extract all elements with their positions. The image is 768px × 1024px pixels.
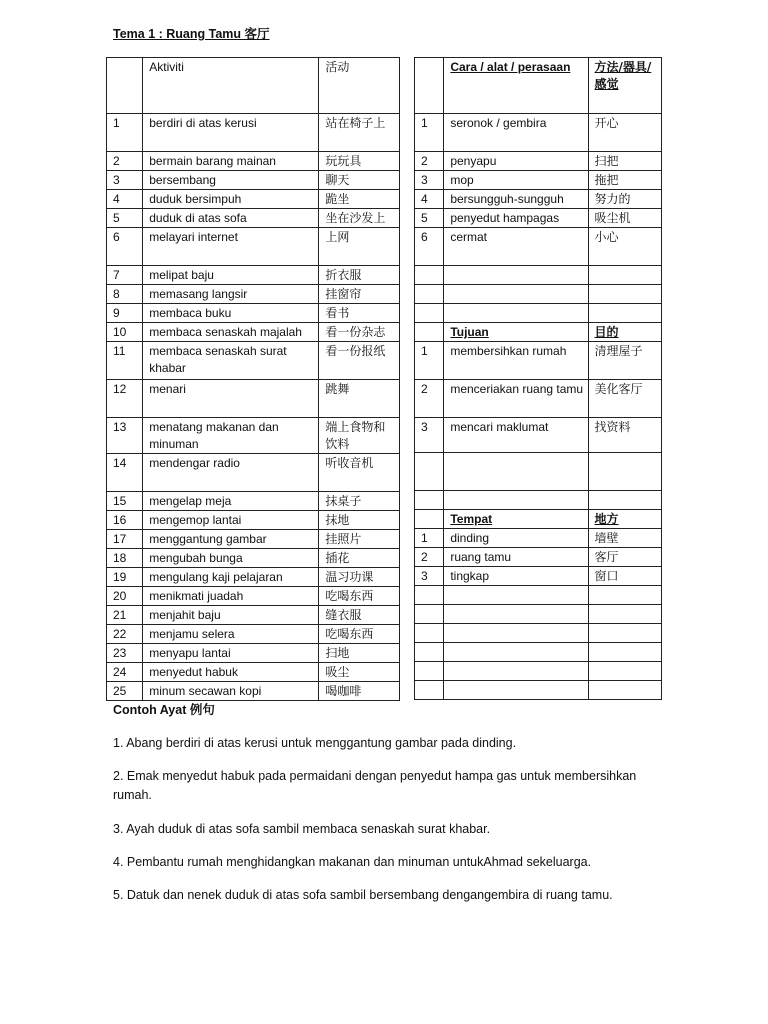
activities-table — [106, 57, 400, 701]
chinese-term-cell: 站在椅子上 — [319, 114, 400, 152]
table-row — [415, 304, 662, 323]
chinese-term-cell: 聊天 — [319, 171, 400, 190]
example-sentence-2: 2. Emak menyedut habuk pada permaidani dengan penyedut hampa gas untuk membersihkan rumah. — [113, 769, 637, 802]
row-number-cell — [415, 643, 444, 662]
chinese-term-cell: 努力的 — [588, 190, 661, 209]
malay-term-cell: membaca buku — [143, 304, 319, 323]
table-header-row — [107, 58, 400, 114]
malay-term-cell: Tempat — [444, 510, 588, 529]
chinese-term-cell: 客厅 — [588, 548, 661, 567]
row-number-cell: 2 — [415, 548, 444, 567]
table-row — [107, 682, 400, 701]
table-row — [415, 114, 662, 152]
chinese-term-cell: 听收音机 — [319, 454, 400, 492]
row-number-cell — [415, 510, 444, 529]
malay-term-cell: mencari maklumat — [444, 418, 588, 453]
table-row — [107, 342, 400, 380]
table-row — [415, 605, 662, 624]
malay-term-cell: berdiri di atas kerusi — [143, 114, 319, 152]
malay-term-cell: mengelap meja — [143, 492, 319, 511]
table-row — [415, 548, 662, 567]
row-number-cell: 2 — [107, 152, 143, 171]
row-number-cell: 13 — [107, 418, 143, 454]
table-row — [107, 304, 400, 323]
row-number-cell: 22 — [107, 625, 143, 644]
malay-term-cell: mengubah bunga — [143, 549, 319, 568]
row-number-cell — [415, 304, 444, 323]
malay-term-cell: mop — [444, 171, 588, 190]
malay-term-cell: mendengar radio — [143, 454, 319, 492]
chinese-term-cell — [588, 285, 661, 304]
malay-term-cell — [444, 491, 588, 510]
row-number-cell: 2 — [415, 152, 444, 171]
row-number-cell: 19 — [107, 568, 143, 587]
chinese-term-cell: 扫把 — [588, 152, 661, 171]
table-row — [415, 529, 662, 548]
row-number-cell: 7 — [107, 266, 143, 285]
chinese-term-cell: 找资料 — [588, 418, 661, 453]
malay-term-cell: penyapu — [444, 152, 588, 171]
table-row — [415, 510, 662, 529]
row-number-cell: 12 — [107, 380, 143, 418]
table-row — [415, 152, 662, 171]
row-number-cell — [415, 624, 444, 643]
table-row — [415, 567, 662, 586]
table-row — [107, 492, 400, 511]
malay-term-cell: menggantung gambar — [143, 530, 319, 549]
malay-term-cell: menjahit baju — [143, 606, 319, 625]
malay-term-cell: bersembang — [143, 171, 319, 190]
table-row — [107, 152, 400, 171]
chinese-term-cell: 看一份报纸 — [319, 342, 400, 380]
chinese-term-cell: 吸尘 — [319, 663, 400, 682]
table-row — [415, 418, 662, 453]
chinese-term-cell — [588, 624, 661, 643]
table-row — [415, 342, 662, 380]
table-row — [107, 171, 400, 190]
chinese-term-cell — [588, 662, 661, 681]
chinese-term-cell: 坐在沙发上 — [319, 209, 400, 228]
row-number-cell — [415, 586, 444, 605]
malay-term-cell — [444, 624, 588, 643]
malay-term-cell: menyedut habuk — [143, 663, 319, 682]
chinese-term-cell — [588, 491, 661, 510]
chinese-term-cell: 玩玩具 — [319, 152, 400, 171]
row-number-cell: 23 — [107, 644, 143, 663]
example-sentence-5: 5. Datuk dan nenek duduk di atas sofa sambil bersembang dengangembira di ruang tamu. — [113, 888, 613, 902]
chinese-term-cell: 吃喝东西 — [319, 587, 400, 606]
malay-term-cell: membersihkan rumah — [444, 342, 588, 380]
row-number-cell — [415, 323, 444, 342]
table-row — [107, 209, 400, 228]
malay-term-cell: menikmati juadah — [143, 587, 319, 606]
row-number-cell: 21 — [107, 606, 143, 625]
row-number-cell — [415, 453, 444, 491]
row-number-cell: 4 — [107, 190, 143, 209]
malay-term-cell — [444, 285, 588, 304]
row-number-cell — [415, 662, 444, 681]
row-number-cell: 1 — [107, 114, 143, 152]
table-row — [107, 644, 400, 663]
malay-term-cell: mengulang kaji pelajaran — [143, 568, 319, 587]
examples-title: Contoh Ayat 例句 — [113, 703, 215, 717]
malay-term-cell — [444, 643, 588, 662]
chinese-term-cell: 抹地 — [319, 511, 400, 530]
malay-term-cell: menatang makanan dan minuman — [143, 418, 319, 454]
row-number-cell: 4 — [415, 190, 444, 209]
chinese-term-cell: 喝咖啡 — [319, 682, 400, 701]
chinese-term-cell: 端上食物和饮料 — [319, 418, 400, 454]
row-number-cell — [415, 681, 444, 700]
table-row — [107, 663, 400, 682]
table-row — [415, 285, 662, 304]
malay-term-cell: duduk di atas sofa — [143, 209, 319, 228]
methods-table — [414, 57, 662, 700]
row-number-cell — [415, 605, 444, 624]
malay-term-cell — [444, 681, 588, 700]
table-row — [107, 285, 400, 304]
chinese-term-cell — [588, 681, 661, 700]
table-row — [107, 114, 400, 152]
row-number-cell: 6 — [415, 228, 444, 266]
malay-term-cell — [444, 605, 588, 624]
table-row — [415, 681, 662, 700]
row-number-cell: 3 — [107, 171, 143, 190]
header-malay-cell: Aktiviti — [143, 58, 319, 114]
malay-term-cell — [444, 586, 588, 605]
row-number-cell: 18 — [107, 549, 143, 568]
row-number-cell: 15 — [107, 492, 143, 511]
chinese-term-cell: 吸尘机 — [588, 209, 661, 228]
chinese-term-cell: 抹桌子 — [319, 492, 400, 511]
chinese-term-cell: 地方 — [588, 510, 661, 529]
chinese-term-cell — [588, 453, 661, 491]
header-num-cell — [107, 58, 143, 114]
table-row — [415, 266, 662, 285]
malay-term-cell: membaca senaskah surat khabar — [143, 342, 319, 380]
chinese-term-cell: 跪坐 — [319, 190, 400, 209]
table-row — [415, 662, 662, 681]
chinese-term-cell: 挂窗帘 — [319, 285, 400, 304]
chinese-term-cell — [588, 586, 661, 605]
malay-term-cell: bersungguh-sungguh — [444, 190, 588, 209]
table-row — [415, 209, 662, 228]
row-number-cell — [415, 266, 444, 285]
chinese-term-cell: 美化客厅 — [588, 380, 661, 418]
malay-term-cell — [444, 662, 588, 681]
row-number-cell: 20 — [107, 587, 143, 606]
chinese-term-cell: 缝衣服 — [319, 606, 400, 625]
table-row — [415, 380, 662, 418]
malay-term-cell: tingkap — [444, 567, 588, 586]
row-number-cell: 8 — [107, 285, 143, 304]
table-row — [107, 266, 400, 285]
chinese-term-cell: 窗口 — [588, 567, 661, 586]
chinese-term-cell: 扫地 — [319, 644, 400, 663]
table-row — [107, 587, 400, 606]
header-chinese-cell: 方法/器具/感觉 — [588, 58, 661, 114]
malay-term-cell: seronok / gembira — [444, 114, 588, 152]
row-number-cell: 2 — [415, 380, 444, 418]
example-sentence-3: 3. Ayah duduk di atas sofa sambil membaca senaskah surat khabar. — [113, 822, 491, 836]
row-number-cell: 14 — [107, 454, 143, 492]
malay-term-cell: duduk bersimpuh — [143, 190, 319, 209]
malay-term-cell: Tujuan — [444, 323, 588, 342]
malay-term-cell: bermain barang mainan — [143, 152, 319, 171]
chinese-term-cell — [588, 643, 661, 662]
page-title: Tema 1 : Ruang Tamu 客厅 — [113, 27, 270, 41]
chinese-term-cell — [588, 266, 661, 285]
malay-term-cell — [444, 304, 588, 323]
table-row — [107, 625, 400, 644]
row-number-cell: 1 — [415, 529, 444, 548]
chinese-term-cell: 温习功课 — [319, 568, 400, 587]
table-row — [415, 586, 662, 605]
chinese-term-cell: 看一份杂志 — [319, 323, 400, 342]
malay-term-cell: melipat baju — [143, 266, 319, 285]
row-number-cell: 25 — [107, 682, 143, 701]
table-row — [415, 323, 662, 342]
table-row — [107, 606, 400, 625]
table-row — [107, 568, 400, 587]
malay-term-cell — [444, 266, 588, 285]
table-row — [107, 549, 400, 568]
chinese-term-cell: 吃喝东西 — [319, 625, 400, 644]
row-number-cell: 11 — [107, 342, 143, 380]
malay-term-cell: dinding — [444, 529, 588, 548]
chinese-term-cell — [588, 304, 661, 323]
malay-term-cell: cermat — [444, 228, 588, 266]
row-number-cell: 1 — [415, 114, 444, 152]
table-row — [415, 643, 662, 662]
table-row — [107, 511, 400, 530]
chinese-term-cell: 折衣服 — [319, 266, 400, 285]
malay-term-cell: minum secawan kopi — [143, 682, 319, 701]
row-number-cell: 3 — [415, 418, 444, 453]
chinese-term-cell: 小心 — [588, 228, 661, 266]
row-number-cell: 5 — [107, 209, 143, 228]
row-number-cell: 1 — [415, 342, 444, 380]
chinese-term-cell: 墙壁 — [588, 529, 661, 548]
row-number-cell — [415, 491, 444, 510]
table-row — [107, 228, 400, 266]
row-number-cell: 16 — [107, 511, 143, 530]
table-row — [107, 418, 400, 454]
example-sentence-4: 4. Pembantu rumah menghidangkan makanan dan minuman untukAhmad sekeluarga. — [113, 855, 592, 869]
table-row — [415, 453, 662, 491]
row-number-cell: 3 — [415, 171, 444, 190]
row-number-cell: 10 — [107, 323, 143, 342]
chinese-term-cell — [588, 605, 661, 624]
chinese-term-cell: 挂照片 — [319, 530, 400, 549]
table-row — [107, 190, 400, 209]
chinese-term-cell: 上网 — [319, 228, 400, 266]
chinese-term-cell: 看书 — [319, 304, 400, 323]
malay-term-cell: menjamu selera — [143, 625, 319, 644]
malay-term-cell: mengemop lantai — [143, 511, 319, 530]
table-row — [415, 624, 662, 643]
chinese-term-cell: 清理屋子 — [588, 342, 661, 380]
chinese-term-cell: 插花 — [319, 549, 400, 568]
header-malay-cell: Cara / alat / perasaan — [444, 58, 588, 114]
malay-term-cell: ruang tamu — [444, 548, 588, 567]
table-row — [107, 530, 400, 549]
row-number-cell — [415, 285, 444, 304]
malay-term-cell: membaca senaskah majalah — [143, 323, 319, 342]
chinese-term-cell: 目的 — [588, 323, 661, 342]
header-chinese-cell: 活动 — [319, 58, 400, 114]
table-row — [415, 491, 662, 510]
chinese-term-cell: 拖把 — [588, 171, 661, 190]
row-number-cell: 17 — [107, 530, 143, 549]
table-row — [107, 454, 400, 492]
chinese-term-cell: 跳舞 — [319, 380, 400, 418]
chinese-term-cell: 开心 — [588, 114, 661, 152]
row-number-cell: 9 — [107, 304, 143, 323]
malay-term-cell: memasang langsir — [143, 285, 319, 304]
malay-term-cell: menyapu lantai — [143, 644, 319, 663]
malay-term-cell — [444, 453, 588, 491]
table-row — [107, 380, 400, 418]
table-header-row — [415, 58, 662, 114]
header-num-cell — [415, 58, 444, 114]
row-number-cell: 6 — [107, 228, 143, 266]
table-row — [107, 323, 400, 342]
row-number-cell: 5 — [415, 209, 444, 228]
table-row — [415, 228, 662, 266]
table-row — [415, 190, 662, 209]
example-sentence-1: 1. Abang berdiri di atas kerusi untuk menggantung gambar pada dinding. — [113, 736, 517, 750]
row-number-cell: 24 — [107, 663, 143, 682]
row-number-cell: 3 — [415, 567, 444, 586]
malay-term-cell: penyedut hampagas — [444, 209, 588, 228]
malay-term-cell: menari — [143, 380, 319, 418]
malay-term-cell: menceriakan ruang tamu — [444, 380, 588, 418]
malay-term-cell: melayari internet — [143, 228, 319, 266]
table-row — [415, 171, 662, 190]
